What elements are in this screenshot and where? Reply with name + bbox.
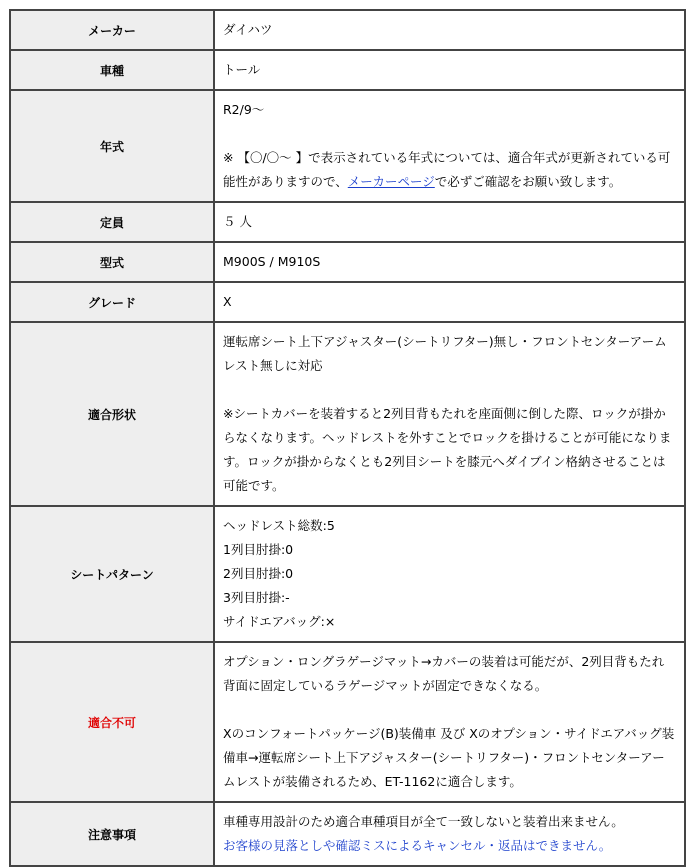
row-value: ５ 人 [215, 203, 686, 243]
seat-pattern-line: サイドエアバッグ:× [223, 614, 336, 629]
table-row [11, 323, 686, 507]
year-note: ※ 【〇/〇～ 】で表示されている年式については、適合年式が更新されている可能性がありますので、メーカーページで必ずご確認をお願い致します。 [223, 150, 671, 189]
row-label: 車種 [11, 51, 215, 91]
seat-pattern-line: 2列目肘掛:0 [223, 566, 294, 581]
row-label: 適合形状 [11, 323, 215, 507]
fit-shape-text: 運転席シート上下アジャスター(シートリフター)無し・フロントセンターアームレスト無しに対応 [223, 334, 667, 373]
row-value: X [215, 283, 686, 323]
table-row [11, 507, 686, 643]
table-row [11, 283, 686, 323]
table-row [11, 91, 686, 203]
row-value-seat-pattern [215, 507, 686, 643]
row-label-incompatible: 適合不可 [11, 643, 215, 803]
caution-note: お客様の見落としや確認ミスによるキャンセル・返品はできません。 [223, 838, 612, 853]
row-label: グレード [11, 283, 215, 323]
table-row [11, 243, 686, 283]
row-label: メーカー [11, 11, 215, 51]
seat-pattern-line: ヘッドレスト総数:5 [223, 518, 335, 533]
table-row [11, 11, 686, 51]
row-value: トール [215, 51, 686, 91]
table-row [11, 203, 686, 243]
row-value-caution [215, 803, 686, 867]
table-row [11, 51, 686, 91]
fit-shape-note: ※シートカバーを装着すると2列目背もたれを座面側に倒した際、ロックが掛からなくなります。ヘッドレストを外すことでロックを掛けることが可能になります。ロックが掛からなくとも2列目シートを膝元へダイブイン格納させることは可能です。 [223, 406, 672, 493]
row-value-year [215, 91, 686, 203]
table-row [11, 803, 686, 867]
row-label: 型式 [11, 243, 215, 283]
seat-pattern-line: 1列目肘掛:0 [223, 542, 294, 557]
row-value-incompatible [215, 643, 686, 803]
year-range: R2/9～ [223, 102, 265, 117]
row-label: 年式 [11, 91, 215, 203]
row-value-fit-shape [215, 323, 686, 507]
incompatible-note: Xのコンフォートパッケージ(B)装備車 及び Xのオプション・サイドエアバッグ装備車→運転席シート上下アジャスター(シートリフター)・フロントセンターアームレストが装備されるため、ET-1162に適合します。 [223, 726, 675, 789]
row-value: ダイハツ [215, 11, 686, 51]
row-label: シートパターン [11, 507, 215, 643]
incompatible-text: オプション・ロングラゲージマット→カバーの装着は可能だが、2列目背もたれ背面に固定しているラゲージマットが固定できなくなる。 [223, 654, 665, 693]
maker-page-link[interactable]: メーカーページ [347, 174, 435, 189]
caution-text: 車種専用設計のため適合車種項目が全て一致しないと装着出来ません。 [223, 814, 624, 829]
row-value: M900S / M910S [215, 243, 686, 283]
table-row [11, 643, 686, 803]
vehicle-spec-table [9, 9, 686, 867]
row-label: 定員 [11, 203, 215, 243]
row-label: 注意事項 [11, 803, 215, 867]
seat-pattern-line: 3列目肘掛:- [223, 590, 290, 605]
